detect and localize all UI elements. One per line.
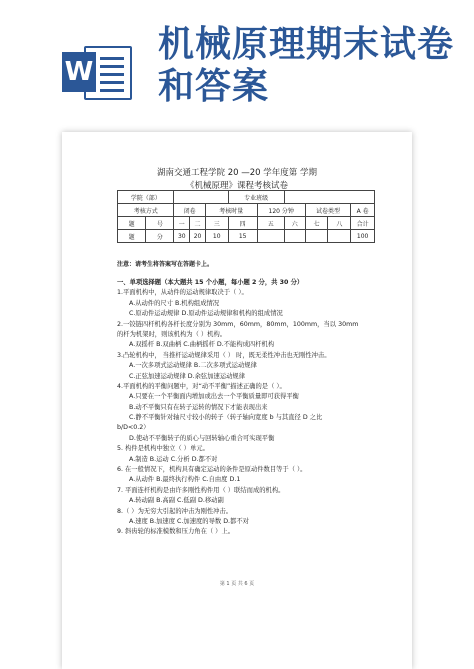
question-line: 8.（ ）为无穷大引起的冲击为刚性冲击。 [117,507,233,515]
table-cell: 分 [146,230,174,243]
table-cell: 四 [228,217,257,230]
question-line: b/D<0.2） [117,424,150,432]
table-cell [284,230,305,243]
table-cell: 学院（部） [118,191,174,204]
question-line: D.使动不平衡转子的质心与回转轴心重合可实现平衡 [129,434,275,442]
table-cell: 考核方式 [118,204,174,217]
question-line: C.静不平衡针对轴尺寸较小的转子（转子轴向宽度 b 与其直径 D 之比 [129,414,323,422]
banner-title-line1: 机械原理期末试卷 [158,24,455,65]
table-row [118,217,375,230]
table-cell: 五 [257,217,284,230]
table-cell: 30 [174,230,190,243]
table-cell: 六 [284,217,305,230]
table-row [118,191,375,204]
table-cell: 三 [205,217,228,230]
question-line: 6. 在一般情况下，机构具有确定运动的条件是原动件数目等于（ ）。 [117,466,307,474]
table-cell: 合计 [351,217,375,230]
question-line: A.只要在一个平衡面内增加或出去一个平衡质量即可获得平衡 [129,393,299,401]
question-line: A.双摇杆 B.双曲柄 C.曲柄摇杆 D.不能构成四杆机构 [129,341,275,349]
banner-title-line2: 和答案 [158,66,270,107]
table-cell: 闭卷 [174,204,205,217]
table-cell [305,230,328,243]
table-cell: 专业班级 [228,191,284,204]
table-cell: 八 [328,217,351,230]
question-line: A.制造 B.运动 C.分析 D.都不对 [129,455,218,463]
page-footer: 第 1 页 共 6 页 [219,581,255,587]
exam-header-school: 湖南交通工程学院 20 —20 学年度第 学期 [157,168,317,178]
banner [0,0,474,120]
table-cell [257,230,284,243]
section-heading: 一、单项选择题（本大题共 15 个小题，每小题 2 分，共 30 分） [117,279,304,286]
table-cell: 20 [190,230,206,243]
question-line: B.动不平衡只有在转子运转的情况下才能表现出来 [129,403,268,411]
table-cell: 题 [118,217,146,230]
word-logo-letter: W [62,52,96,92]
question-line: 7. 平面连杆机构是由许多刚性构件用（ ）联结而成的机构。 [117,486,285,494]
question-line: 3.凸轮机构中， 当推杆运动规律采用（ ） 时，既无柔性冲击也无刚性冲击。 [117,351,331,359]
question-line: 5. 构件是机构中独立（ ）单元。 [117,445,209,453]
table-cell: 100 [351,230,375,243]
question-line: C.正弦加速运动规律 D.余弦加速运动规律 [129,372,246,380]
table-cell: 题 [118,230,146,243]
question-line: 2.一铰链四杆机构各杆长度分别为 30mm，60mm，80mm，100mm，当以 30mm [117,320,359,328]
question-line: 4.平面机构的平衡问题中，对“动不平衡”描述正确的是（ ）。 [117,382,286,390]
question-line: A.转动副 B.高副 C.低副 D.移动副 [129,497,224,505]
table-cell: 一 [174,217,190,230]
question-line: A.从动件 B.最终执行构件 C.自由度 D.1 [129,476,241,484]
table-cell: A 卷 [351,204,375,217]
table-cell: 15 [228,230,257,243]
document-page [62,132,412,669]
table-cell: 试卷类型 [305,204,351,217]
table-cell [284,191,374,204]
question-line: 1.平面机构中，从动件的运动规律取决于（ ）。 [117,289,248,297]
table-cell: 七 [305,217,328,230]
question-line: A.一次多项式运动规律 B.二次多项式运动规律 [129,362,257,370]
exam-header-course: 《机械原理》课程考核试卷 [185,181,288,191]
table-row [118,230,375,243]
table-cell [328,230,351,243]
table-row [118,204,375,217]
question-line: 9. 斜齿轮的标准模数和压力角在（ ）上。 [117,528,235,536]
table-cell: 10 [205,230,228,243]
table-cell: 考核时量 [205,204,257,217]
table-cell: 二 [190,217,206,230]
question-line: C.原动件运动规律 D.原动件运动规律和机构的组成情况 [129,310,283,318]
table-cell [174,191,228,204]
table-cell: 120 分钟 [257,204,305,217]
table-cell: 号 [146,217,174,230]
question-line: 的杆为机架时，则该机构为（ ）机构。 [117,330,227,338]
word-document-icon [62,42,132,98]
question-list [117,278,402,538]
banner-title [158,24,458,108]
question-line: A.从动件的尺寸 B.机构组成情况 [129,299,220,307]
question-line: A.速度 B.加速度 C.加速度的导数 D.都不对 [129,517,249,525]
exam-info-table [117,190,375,243]
exam-note: 注意：请考生将答案写在答题卡上。 [117,261,214,268]
